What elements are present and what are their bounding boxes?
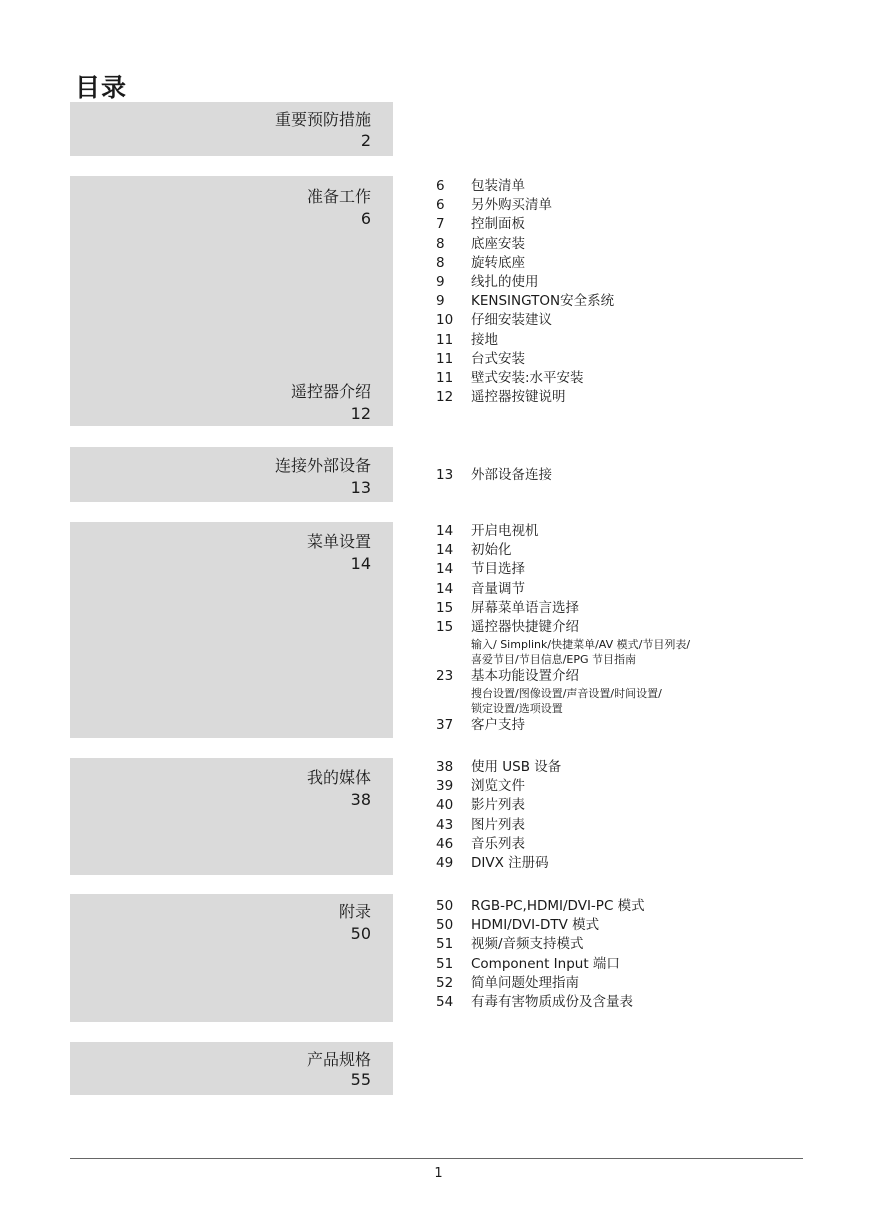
entry-page: 15 <box>436 599 454 616</box>
entry-text: 控制面板 <box>471 216 525 233</box>
section-page: 6 <box>360 209 371 228</box>
entry-text: 屏幕菜单语言选择 <box>471 599 579 616</box>
entry-page: 50 <box>436 898 454 914</box>
entry-text: 简单问题处理指南 <box>471 974 579 991</box>
entries-connect <box>436 466 552 485</box>
section-page: 55 <box>350 1070 371 1089</box>
entry-text: 台式安装 <box>471 350 525 367</box>
section-box-connect <box>70 447 393 502</box>
entry-text: 包装清单 <box>471 178 525 194</box>
entry-page: 8 <box>436 235 445 252</box>
entry-page: 37 <box>436 717 454 734</box>
entries-preparation <box>436 177 614 407</box>
entry-page: 51 <box>436 936 454 953</box>
toc-entry[interactable] <box>436 796 561 815</box>
entry-text: 线扎的使用 <box>471 273 539 290</box>
entry-page: 14 <box>436 561 454 578</box>
entry-page: 13 <box>436 467 454 483</box>
entry-text: 遥控器快捷键介绍 <box>471 618 579 635</box>
entry-text: 使用 USB 设备 <box>471 759 562 775</box>
entry-text: Component Input 端口 <box>471 955 620 972</box>
toc-subentry: 锁定设置/选项设置 <box>471 702 563 716</box>
toc-entry[interactable] <box>436 388 614 407</box>
entry-page: 38 <box>436 759 454 775</box>
entry-text: 视频/音频支持模式 <box>471 936 584 953</box>
entry-page: 14 <box>436 523 454 539</box>
toc-entry[interactable] <box>436 777 561 796</box>
entry-text: 仔细安装建议 <box>471 312 552 329</box>
entry-page: 11 <box>436 369 454 386</box>
entry-text: 壁式安装:水平安装 <box>471 369 584 386</box>
entry-text: 影片列表 <box>471 797 525 814</box>
section-subtitle-page: 12 <box>350 404 371 423</box>
entries-menu <box>436 522 690 736</box>
toc-entry[interactable] <box>436 541 690 560</box>
toc-entry[interactable] <box>436 235 614 254</box>
entry-text: KENSINGTON安全系统 <box>471 293 615 310</box>
entry-page: 23 <box>436 668 454 685</box>
entry-page: 39 <box>436 778 454 795</box>
entry-page: 43 <box>436 816 454 833</box>
section-box-preparation <box>70 176 393 426</box>
entry-text: HDMI/DVI-DTV 模式 <box>471 917 600 934</box>
entry-page: 14 <box>436 542 454 559</box>
entry-page: 9 <box>436 273 445 290</box>
toc-entry[interactable] <box>436 935 645 954</box>
toc-entry[interactable] <box>436 311 614 330</box>
toc-entry[interactable] <box>436 993 645 1012</box>
section-title: 菜单设置 <box>306 532 371 551</box>
toc-subentry: 搜台设置/图像设置/声音设置/时间设置/ <box>471 687 662 701</box>
entry-text: 另外购买清单 <box>471 197 552 214</box>
toc-subentry: 喜爱节目/节目信息/EPG 节目指南 <box>471 653 637 667</box>
entry-text: 图片列表 <box>471 816 525 833</box>
toc-entry[interactable] <box>436 897 645 916</box>
entry-page: 6 <box>436 197 445 214</box>
toc-entry[interactable] <box>436 599 690 618</box>
section-box-menu <box>70 522 393 738</box>
section-title: 连接外部设备 <box>274 456 371 475</box>
entry-text: 节目选择 <box>471 561 525 578</box>
section-title: 重要预防措施 <box>274 110 371 129</box>
footer-divider <box>70 1158 803 1159</box>
entries-appendix <box>436 897 645 1012</box>
section-title: 我的媒体 <box>306 768 371 787</box>
section-page: 14 <box>350 554 371 573</box>
section-subtitle-remote: 遥控器介绍 <box>290 382 371 401</box>
section-box-specs <box>70 1042 393 1095</box>
entry-page: 54 <box>436 993 454 1010</box>
entry-page: 15 <box>436 618 454 635</box>
toc-entry[interactable] <box>436 369 614 388</box>
entry-page: 11 <box>436 350 454 367</box>
entry-page: 12 <box>436 389 454 406</box>
entry-text: 遥控器按键说明 <box>471 389 566 406</box>
toc-entry[interactable] <box>436 273 614 292</box>
entry-text: 音乐列表 <box>471 835 525 852</box>
toc-entry[interactable] <box>436 758 561 777</box>
page-title: 目录 <box>75 73 128 102</box>
entry-text: 外部设备连接 <box>471 467 552 483</box>
entry-page: 10 <box>436 312 454 329</box>
toc-entry[interactable] <box>436 667 690 686</box>
entries-media <box>436 758 561 873</box>
entry-page: 49 <box>436 854 454 871</box>
section-page: 50 <box>350 924 371 943</box>
toc-entry[interactable] <box>436 716 690 735</box>
entry-page: 40 <box>436 797 454 814</box>
section-title: 产品规格 <box>306 1050 371 1069</box>
entry-text: 客户支持 <box>471 717 525 734</box>
entry-page: 8 <box>436 254 445 271</box>
section-box-media <box>70 758 393 875</box>
toc-entry[interactable] <box>436 816 561 835</box>
section-title: 附录 <box>338 902 371 921</box>
page-number: 1 <box>434 1166 443 1181</box>
toc-entry[interactable] <box>436 916 645 935</box>
section-title: 准备工作 <box>306 187 371 206</box>
toc-entry[interactable] <box>436 854 561 873</box>
toc-entry[interactable] <box>436 974 645 993</box>
section-page: 2 <box>360 131 371 150</box>
toc-entry[interactable] <box>436 466 552 485</box>
toc-entry[interactable] <box>436 331 614 350</box>
entry-text: 旋转底座 <box>471 254 525 271</box>
entry-page: 7 <box>436 216 445 233</box>
toc-entry[interactable] <box>436 350 614 369</box>
section-page: 38 <box>350 790 371 809</box>
toc-entry[interactable] <box>436 618 690 637</box>
entry-text: RGB-PC,HDMI/DVI-PC 模式 <box>471 898 645 914</box>
toc-entry[interactable] <box>436 292 614 311</box>
section-page: 13 <box>350 478 371 497</box>
entry-page: 52 <box>436 974 454 991</box>
entry-text: 开启电视机 <box>471 523 539 539</box>
section-box-appendix <box>70 894 393 1022</box>
entry-text: 初始化 <box>471 542 512 559</box>
toc-entry[interactable] <box>436 196 614 215</box>
entry-page: 46 <box>436 835 454 852</box>
toc-entry[interactable] <box>436 254 614 273</box>
entry-page: 11 <box>436 331 454 348</box>
section-box-precautions <box>70 102 393 156</box>
entry-page: 9 <box>436 293 445 310</box>
toc-entry[interactable] <box>436 835 561 854</box>
entry-text: 音量调节 <box>471 580 525 597</box>
entry-text: 浏览文件 <box>471 778 525 795</box>
toc-entry[interactable] <box>436 580 690 599</box>
entry-page: 14 <box>436 580 454 597</box>
entry-text: 基本功能设置介绍 <box>471 668 579 685</box>
toc-entry[interactable] <box>436 522 690 541</box>
toc-entry[interactable] <box>436 560 690 579</box>
entry-page: 6 <box>436 178 445 194</box>
toc-subentry: 输入/ Simplink/快捷菜单/AV 模式/节目列表/ <box>471 638 691 652</box>
entry-text: DIVX 注册码 <box>471 854 549 871</box>
entry-text: 接地 <box>471 331 498 348</box>
toc-entry[interactable] <box>436 215 614 234</box>
entry-page: 51 <box>436 955 454 972</box>
entry-text: 有毒有害物质成份及含量表 <box>471 993 633 1010</box>
toc-entry[interactable] <box>436 177 614 196</box>
entry-text: 底座安装 <box>471 235 525 252</box>
entry-page: 50 <box>436 917 454 934</box>
toc-entry[interactable] <box>436 955 645 974</box>
